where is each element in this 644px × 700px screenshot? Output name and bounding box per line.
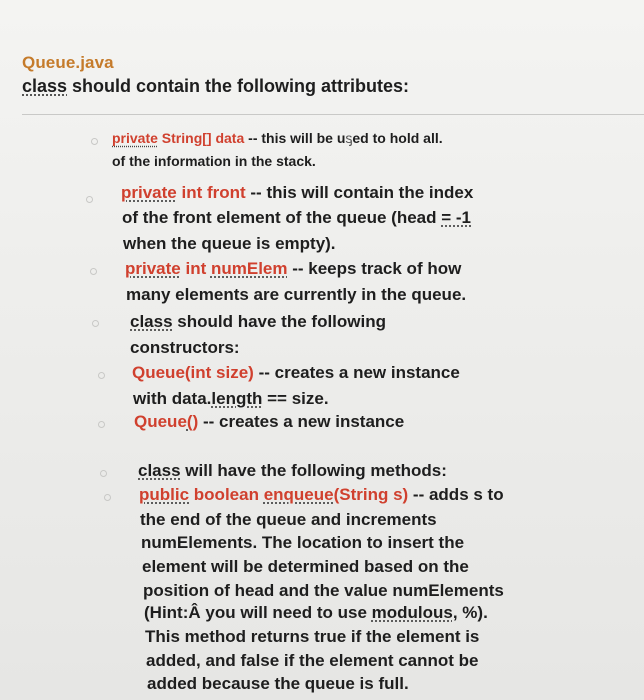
attr-front-keyword: private (121, 183, 177, 202)
enqueue-hint-line (144, 603, 488, 623)
constructors-intro-line2: constructors: (130, 338, 240, 357)
ctor-size-text: -- creates a new instance (253, 363, 460, 382)
constructors-intro-line1 (130, 312, 386, 332)
attr-numelem-keyword: private (125, 259, 181, 278)
attr-data-declaration: String[] data (157, 130, 245, 146)
bullet-icon (98, 372, 105, 379)
attr-front-line2 (122, 208, 471, 228)
constructors-rest: should have the following (172, 312, 386, 331)
attr-numelem-type: int (180, 259, 211, 278)
attr-numelem-text: -- keeps track of how (287, 259, 462, 278)
ctor-size-line1 (132, 363, 460, 383)
ctor-default-name: Queue (134, 412, 187, 431)
enqueue-desc-line: element will be determined based on the (142, 557, 469, 576)
attr-numelem-name: numElem (210, 259, 288, 278)
attr-data-text-b: ed to hold all. (352, 130, 443, 146)
enqueue-desc-line: This method returns true if the element is (145, 627, 480, 646)
ctor-default-text: -- creates a new instance (198, 412, 405, 431)
enqueue-desc-line: added, and false if the element cannot be (146, 651, 479, 670)
bullet-icon (91, 138, 98, 145)
ctor-size-line2-pre: with data. (133, 389, 212, 408)
enqueue-desc-line: position of head and the value numElements (143, 581, 504, 600)
ctor-size-signature: Queue(int size) (132, 363, 254, 382)
bullet-icon (104, 494, 111, 501)
constructors-class-word: class (130, 312, 173, 331)
enqueue-hint-post: , %). (452, 603, 488, 622)
attr-front-text: -- this will contain the index (245, 183, 474, 202)
attr-numelem-line2: many elements are currently in the queue. (126, 285, 467, 304)
attr-front-text2: of the front element of the queue (head (122, 208, 442, 227)
text-cursor-icon: ᶊ (345, 130, 353, 146)
ctor-size-line2 (133, 389, 329, 409)
attr-front-line1 (121, 183, 473, 203)
bullet-icon (98, 421, 105, 428)
file-title: Queue.java (22, 53, 114, 72)
attr-front-head-value: = -1 (441, 208, 472, 227)
divider (22, 114, 644, 115)
attr-data-line2: of the information in the stack. (112, 153, 316, 169)
ctor-size-length-word: length (211, 389, 263, 408)
attributes-intro (22, 76, 409, 97)
enqueue-signature-line (139, 485, 504, 505)
enqueue-desc-line: numElements. The location to insert the (141, 533, 465, 552)
bullet-icon (92, 320, 99, 327)
attr-front-declaration: int front (176, 183, 246, 202)
enqueue-hint-word: modulous (371, 603, 453, 622)
attr-data-text-a: -- this will be u (244, 130, 346, 146)
bullet-icon (100, 470, 107, 477)
enqueue-public-keyword: public (139, 485, 190, 504)
bullet-icon (90, 268, 97, 275)
methods-rest: will have the following methods: (180, 461, 447, 480)
attr-numelem-line1 (125, 259, 461, 279)
enqueue-hint-pre: (Hint:Â you will need to use (144, 603, 372, 622)
attr-front-line3: when the queue is empty). (123, 234, 336, 253)
ctor-default-parens: () (186, 412, 199, 431)
enqueue-desc-line: the end of the queue and increments (140, 510, 437, 529)
attr-data-line1 (112, 130, 443, 146)
intro-rest: should contain the following attributes: (67, 76, 410, 96)
attr-data-keyword: private (112, 130, 158, 146)
intro-class-word: class (22, 76, 68, 96)
enqueue-text: -- adds s to (408, 485, 504, 504)
methods-intro (138, 461, 447, 481)
enqueue-boolean-keyword: boolean (189, 485, 264, 504)
ctor-size-line2-post: == size. (262, 389, 329, 408)
enqueue-params: (String s) (333, 485, 409, 504)
bullet-icon (86, 196, 93, 203)
enqueue-desc-line: added because the queue is full. (147, 674, 409, 693)
enqueue-name: enqueue (263, 485, 334, 504)
ctor-default-line (134, 412, 404, 432)
methods-class-word: class (138, 461, 181, 480)
